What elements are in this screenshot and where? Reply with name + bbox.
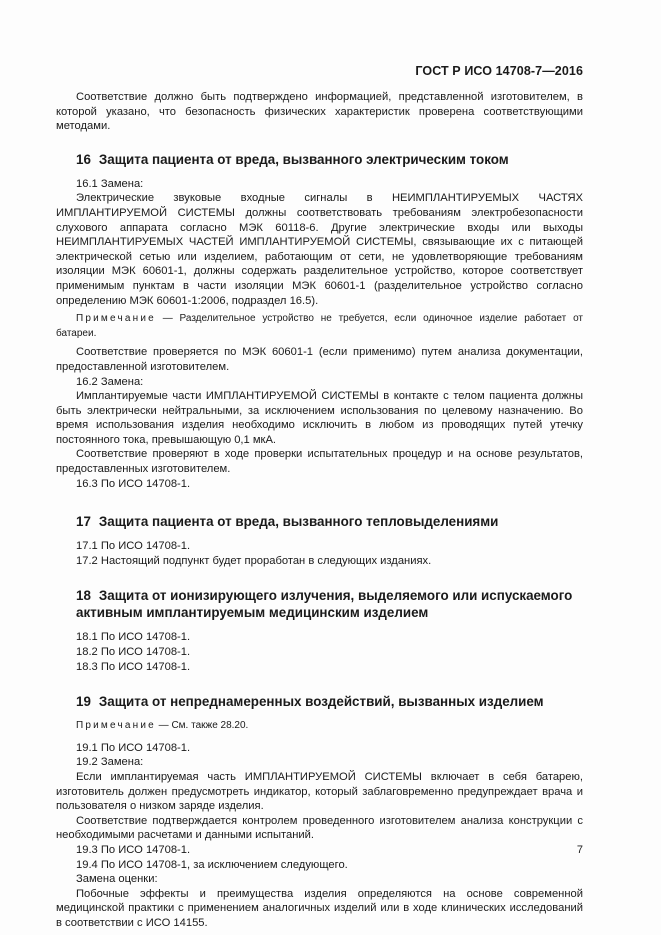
section-18-title-line1: Защита от ионизирующего излучения, выделяемого или испускаемого: [98, 588, 573, 604]
clause-18-1: 18.1 По ИСО 14708-1.: [76, 631, 191, 644]
clause-19-2: 19.2 Замена:: [76, 756, 144, 769]
clause-17-2: 17.2 Настоящий подпункт будет проработан в следующих изданиях.: [76, 554, 432, 567]
section-16-number: 16: [76, 151, 91, 167]
clause-17-1: 17.1 По ИСО 14708-1.: [76, 540, 191, 553]
clause-16-2: 16.2 Замена:: [76, 375, 144, 388]
clause-19-4-text: Побочные эффекты и преимущества изделия определяются на основе современной медицинской практики с применением аналогичных изделий или в ходе клинических исследований в соответствии с ИСО 14155.: [56, 887, 583, 929]
clause-19-2-text: Если имплантируемая часть ИМПЛАНТИРУЕМОЙ СИСТЕМЫ включает в себя батарею, изготовитель должен предусмотреть индикатор, который заблаговременно предупреждает врача и пользователя о низком заряде изделия.: [56, 771, 583, 813]
note-19: [56, 719, 583, 734]
clause-19-3: 19.3 По ИСО 14708-1.: [76, 843, 191, 856]
document-header: ГОСТ Р ИСО 14708-7—2016: [415, 64, 583, 78]
section-18-heading: [56, 587, 583, 621]
section-17-title: Защита пациента от вреда, вызванного тепловыделениями: [98, 514, 499, 530]
section-17-number: 17: [76, 514, 91, 530]
clause-18-3: 18.3 По ИСО 14708-1.: [76, 660, 191, 673]
page-number: 7: [576, 844, 583, 856]
clause-16-1-compliance: Соответствие проверяется по МЭК 60601-1 (если применимо) путем анализа документации, предоставленной изготовителем.: [56, 346, 583, 373]
clause-18-2: 18.2 По ИСО 14708-1.: [76, 646, 191, 659]
section-18-number: 18: [76, 588, 91, 604]
section-16-heading: [56, 151, 583, 168]
section-19-title: Защита от непреднамеренных воздействий, вызванных изделием: [98, 694, 544, 710]
section-16-title: Защита пациента от вреда, вызванного электрическим током: [98, 151, 509, 167]
clause-16-2-text: Имплантируемые части ИМПЛАНТИРУЕМОЙ СИСТЕМЫ в контакте с телом пациента должны быть электрически нейтральными, за исключением использования по целевому назначению. Во время использования изделия необходимо исключить в любом из проводящих путей утечку постоянного тока, превышающую 0,1 мкА.: [56, 390, 583, 446]
note-19-label: Примечание: [76, 720, 156, 732]
section-19-number: 19: [76, 694, 91, 710]
note-16: [56, 312, 583, 341]
section-18-title-line2: активным имплантируемым медицинским изделием: [76, 605, 429, 621]
intro-paragraph: Соответствие должно быть подтверждено информацией, представленной изготовителем, в которой указано, что безопасность физических характеристик проверена соответствующими методами.: [56, 91, 583, 133]
note-19-text: — См. также 28.20.: [155, 720, 249, 732]
clause-16-2-compliance: Соответствие проверяют в ходе проверки испытательных процедур и на основе результатов, предоставленных изготовителем.: [56, 448, 583, 476]
section-19-heading: [56, 693, 583, 710]
section-17-heading: [56, 513, 583, 530]
clause-19-2-compliance: Соответствие подтверждается контролем проведенного изготовителем анализа конструкции с необходимыми расчетами и данными испытаний.: [56, 814, 583, 842]
clause-16-1-text: Электрические звуковые входные сигналы в НЕИМПЛАНТИРУЕМЫХ ЧАСТЯХ ИМПЛАНТИРУЕМОЙ СИСТЕМЫ должны соответствовать требованиям электробезопасности слухового аппарата согласно МЭК 60118-6. Другие электрические входы или выходы НЕИМПЛАНТИРУЕМЫХ ЧАСТЕЙ ИМПЛАНТИРУЕМОЙ СИСТЕМЫ, связывающие их с питающей электрической сетью или изделием, работающим от сети, не удовлетворяющие требованиям изоляции МЭК 60601-1, должны содержать разделительное устройство, которое соответствует применимым пунктам в части изоляции МЭК 60601-1 (разделительное устройство согласно определению МЭК 60601-1:2006, подраздел 16.5).: [56, 192, 583, 307]
note-16-text: — Разделительное устройство не требуется, если одиночное изделие работает от батареи.: [56, 313, 583, 339]
clause-16-3: 16.3 По ИСО 14708-1.: [76, 477, 191, 490]
note-16-label: Примечание: [76, 313, 156, 325]
clause-19-4-replacement: Замена оценки:: [76, 873, 158, 886]
clause-19-4: 19.4 По ИСО 14708-1, за исключением следующего.: [76, 858, 348, 871]
clause-16-1: 16.1 Замена:: [76, 177, 144, 190]
clause-19-1: 19.1 По ИСО 14708-1.: [76, 741, 191, 754]
document-body: [56, 90, 583, 931]
